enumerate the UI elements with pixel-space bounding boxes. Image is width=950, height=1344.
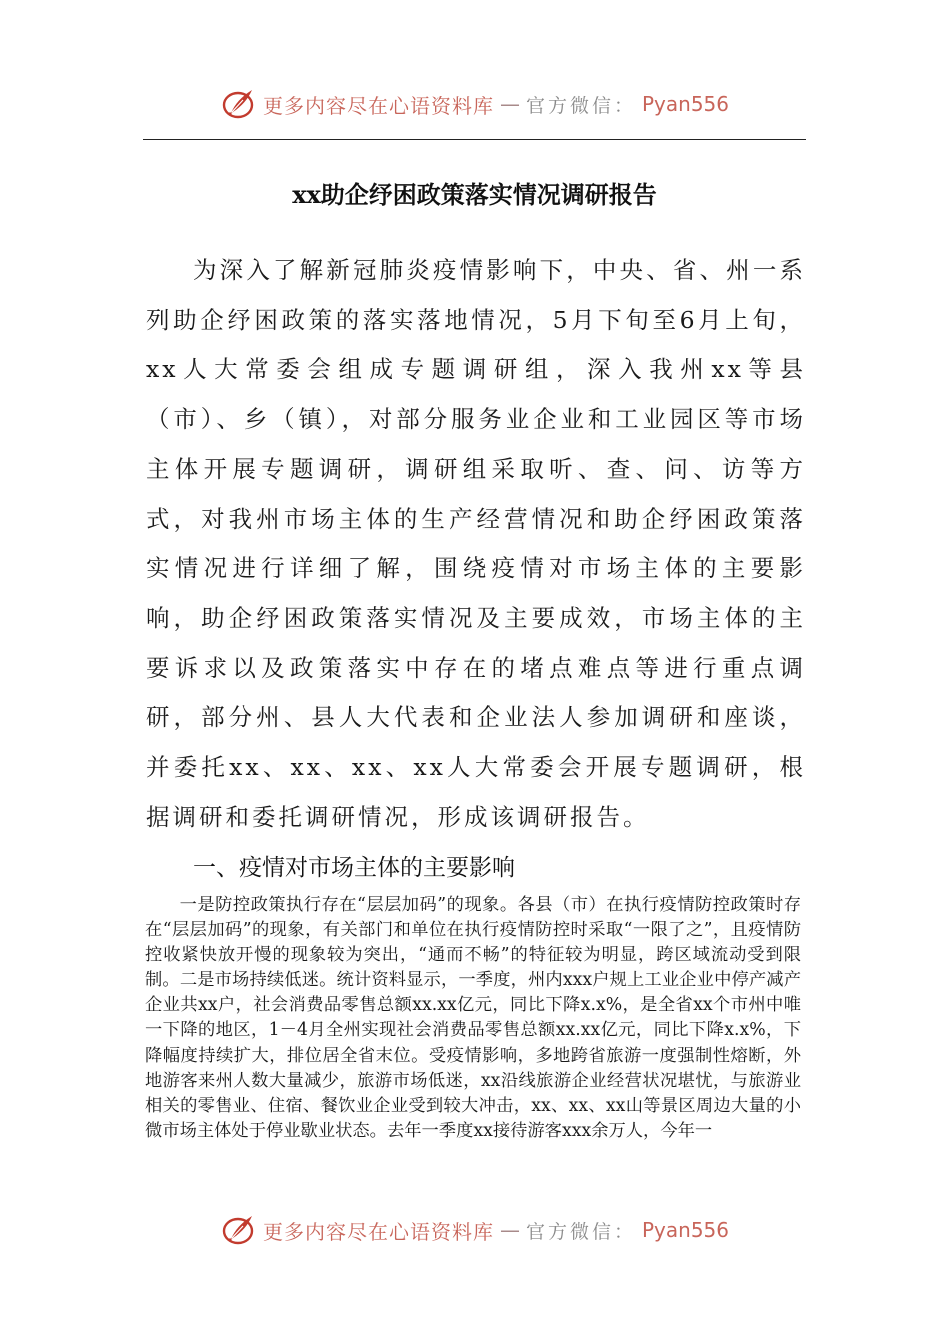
header-wechat-label: 官方微信： [525, 94, 636, 117]
section-1-paragraph: 一是防控政策执行存在“层层加码”的现象。各县（市）在执行疫情防控政策时存在“层层加码”的现象，有关部门和单位在执行疫情防控时采取“一限了之”，且疫情防控收紧快放开慢的现象较为突出，“通而不畅”的特征较为明显，跨区域流动受到限制。二是市场持续低迷。统计资料显示，一季度，州内xxx户规上工业企业中停产减产企业共xx户，社会消费品零售总额xx.xx亿元，同比下降x.x%，是全省xx个市州中唯一下降的地区，1－4月全州实现社会消费品零售总额xx.xx亿元，同比下降x.x%，下降幅度持续扩大，排位居全省末位。受疫情影响，多地跨省旅游一度强制性熔断，外地游客来州人数大量减少，旅游市场低迷，xx沿线旅游企业经营状况堪忧，与旅游业相关的零售业、住宿、餐饮业企业受到较大冲击，xx、xx、xx山等景区周边大量的小微市场主体处于停业歇业状态。去年一季度xx接待游客xxx余万人，今年一 [145, 895, 801, 1141]
footer-banner-content [221, 1212, 729, 1248]
header-banner [0, 82, 950, 126]
footer-wechat-id: Pyan556 [642, 1218, 730, 1242]
section-1-heading: 一、疫情对市场主体的主要影响 [193, 855, 515, 881]
footer-banner-text: 更多内容尽在心语资料库 [262, 1219, 494, 1244]
header-banner-text: 更多内容尽在心语资料库 [262, 93, 494, 118]
intro-paragraph: 为深入了解新冠肺炎疫情影响下，中央、省、州一系列助企纾困政策的落实落地情况，5月下旬至6月上旬，xx人大常委会组成专题调研组，深入我州xx等县（市）、乡（镇），对部分服务业企业和工业园区等市场主体开展专题调研，调研组采取听、查、问、访等方式，对我州市场主体的生产经营情况和助企纾困政策落实情况进行详细了解，围绕疫情对市场主体的主要影响，助企纾困政策落实情况及主要成效，市场主体的主要诉求以及政策落实中存在的堵点难点等进行重点调研，部分州、县人大代表和企业法人参加调研和座谈，并委托xx、xx、xx、xx人大常委会开展专题调研，根据调研和委托调研情况，形成该调研报告。 [146, 256, 806, 831]
header-wechat-id: Pyan556 [642, 92, 730, 116]
footer-banner [0, 1208, 950, 1252]
quill-logo-icon [221, 1212, 257, 1248]
document-title: xx助企纾困政策落实情况调研报告 [292, 180, 657, 209]
header-banner-separator: — [499, 92, 520, 116]
header-banner-content [221, 86, 729, 122]
header-divider [143, 139, 806, 140]
footer-banner-separator: — [499, 1218, 520, 1242]
footer-wechat-label: 官方微信： [525, 1220, 636, 1243]
quill-logo-icon [221, 86, 257, 122]
